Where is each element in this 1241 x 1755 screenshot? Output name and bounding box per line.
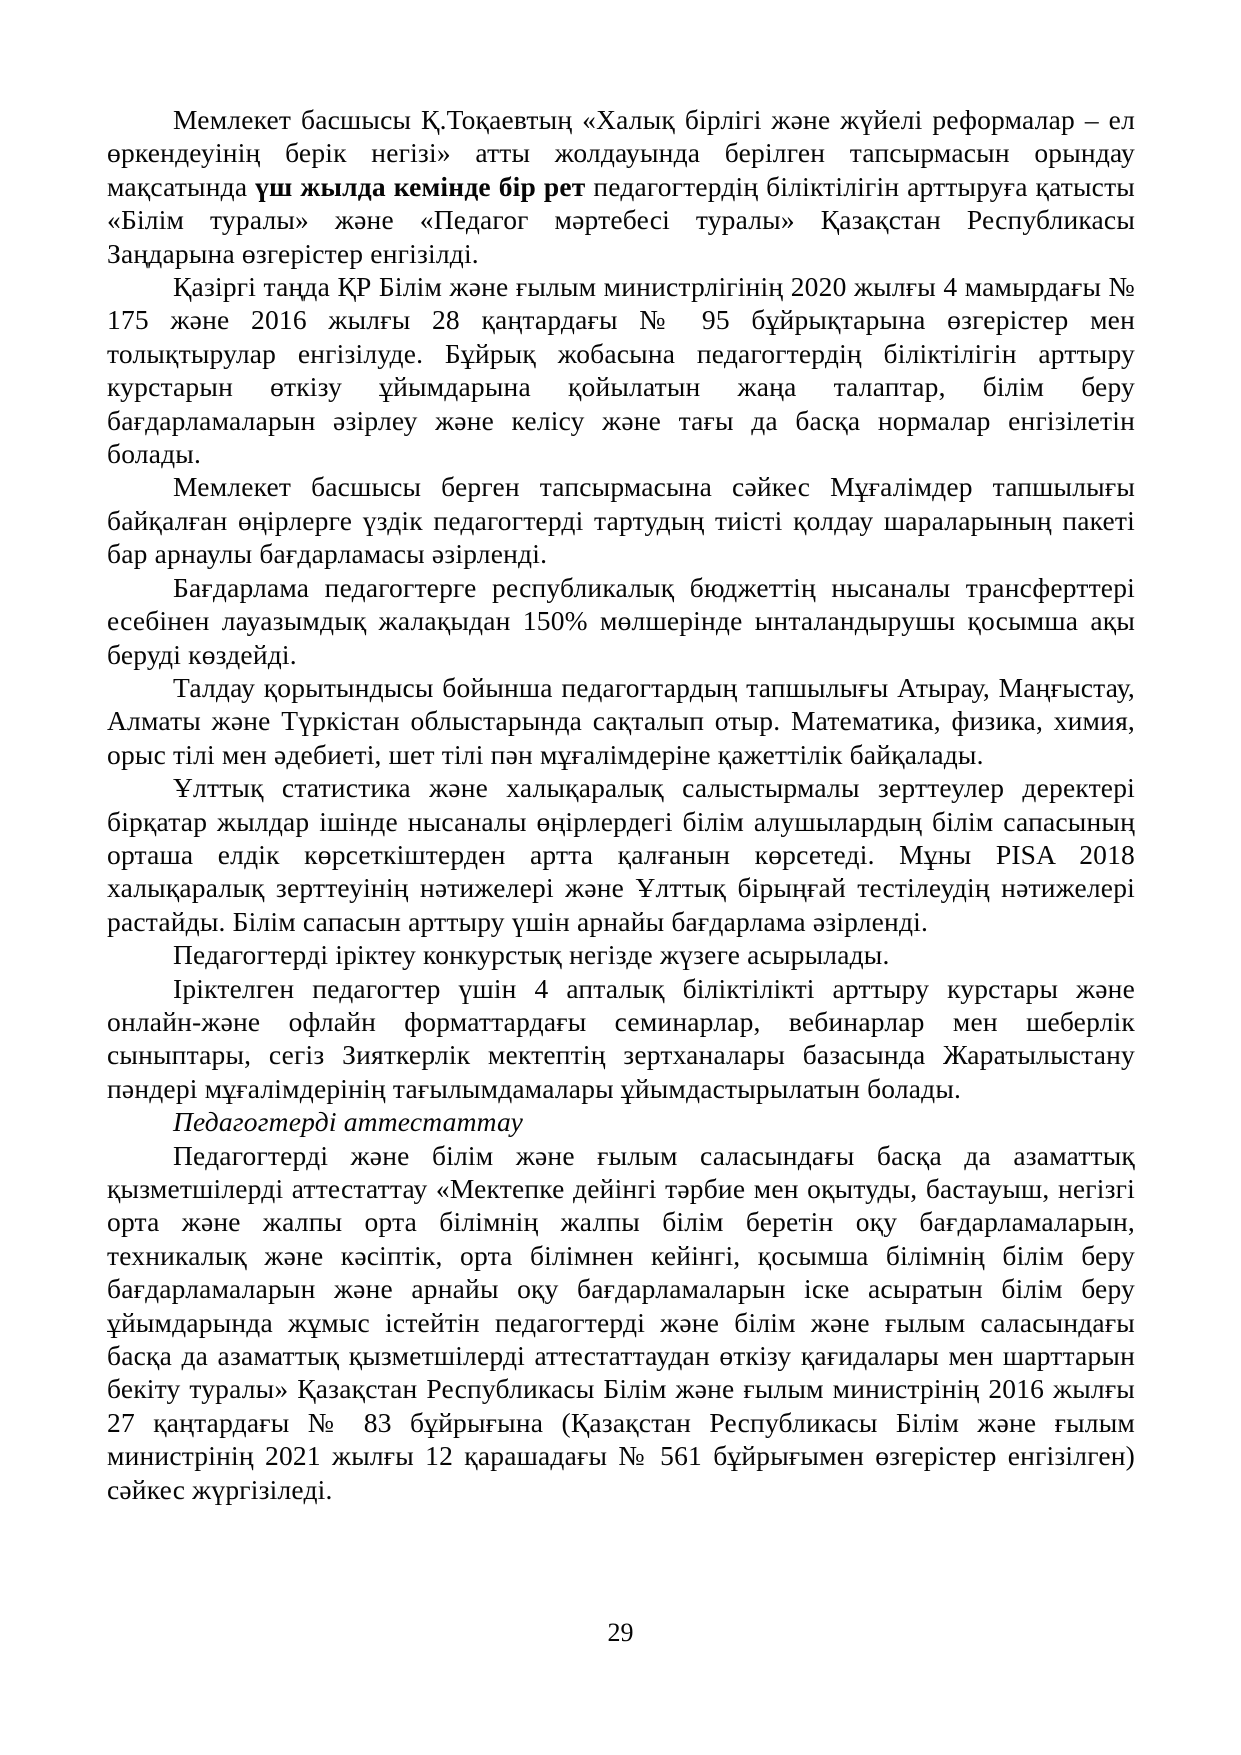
page-number: 29 bbox=[607, 1618, 634, 1647]
para-ministry-orders bbox=[107, 270, 1135, 470]
italic-text-run: Педагогтерді аттестаттау bbox=[173, 1106, 524, 1138]
text-run: Талдау қорытындысы бойынша педагогтардың тапшылығы Атырау, Маңғыстау, Алматы және Түркістан облыстарында сақталып отыр. Математика, физика, химия, орыс тілі мен әдебиеті, шет тілі пән мұғалімдеріне қажеттілік байқалады. bbox=[107, 671, 1135, 770]
text-run: Қазіргі таңда ҚР Білім және ғылым министрлігінің 2020 жылғы 4 мамырдағы № 175 және 2016 жылғы 28 қаңтардағы № 95 бұйрықтарына өзгерістер мен толықтырулар енгізілуде. Бұйрық жобасына педагогтердің біліктілігін арттыру курстарын өткізу ұйымдарына қойылатын жаңа талаптар, білім беру бағдарламаларын әзірлеу және келісу және тағы да басқа нормалар енгізілетін болады. bbox=[107, 271, 1135, 470]
para-state-head-address bbox=[107, 103, 1135, 270]
para-salary-bonus bbox=[107, 571, 1135, 671]
para-attestation-rules bbox=[107, 1139, 1135, 1506]
para-courses-seminars bbox=[107, 972, 1135, 1106]
text-run: педагогтердің біліктілігін арттыруға қатысты «Білім туралы» және «Педагог мәртебесі туралы» Қазақстан Республикасы Заңдарына өзгерістер енгізілді. bbox=[107, 170, 1135, 269]
para-shortage-regions bbox=[107, 671, 1135, 771]
text-run: Ұлттық статистика және халықаралық салыстырмалы зерттеулер деректері бірқатар жылдар ішінде нысаналы өңірлердегі білім алушылардың білім сапасының орташа елдік көрсеткіштерден артта қалғанын көрсетеді. Мұны PISA 2018 халықаралық зерттеуінің нәтижелері және Ұлттық бірыңғай тестілеудің нәтижелері растайды. Білім сапасын арттыру үшін арнайы бағдарлама әзірленді. bbox=[107, 772, 1135, 937]
text-run: Іріктелген педагогтер үшін 4 апталық біліктілікті арттыру курстары және онлайн-және офлайн форматтардағы семинарлар, вебинарлар мен шеберлік сыныптары, сегіз Зияткерлік мектептің зертханалары базасында Жаратылыстану пәндері мұғалімдерінің тағылымдамалары ұйымдастырылатын болады. bbox=[107, 972, 1135, 1104]
bold-text-run: үш жылда кемінде бір рет bbox=[255, 170, 586, 202]
para-heading-attestation bbox=[107, 1105, 1135, 1138]
text-run: Мемлекет басшысы берген тапсырмасына сәйкес Мұғалімдер тапшылығы байқалған өңірлерге үздік педагогтерді тартудың тиісті қолдау шараларының пакеті бар арнаулы бағдарламасы әзірленді. bbox=[107, 471, 1135, 570]
text-run: Педагогтерді және білім және ғылым саласындағы басқа да азаматтық қызметшілерді аттестаттау «Мектепке дейінгі тәрбие мен оқытуды, бастауыш, негізгі орта және жалпы орта білімнің жалпы білім беретін оқу бағдарламаларын, техникалық және кәсіптік, орта білімнен кейінгі, қосымша білімнің білім беру бағдарламаларын және арнайы оқу бағдарламаларын іске асыратын білім беру ұйымдарында жұмыс істейтін педагогтерді және білім және ғылым саласындағы басқа да азаматтық қызметшілерді аттестаттаудан өткізу қағидалары мен шарттарын бекіту туралы» Қазақстан Республикасы Білім және ғылым министрінің 2016 жылғы 27 қаңтардағы № 83 бұйрығына (Қазақстан Республикасы Білім және ғылым министрінің 2021 жылғы 12 қарашадағы № 561 бұйрығымен өзгерістер енгізілген) сәйкес жүргізіледі. bbox=[107, 1139, 1135, 1505]
para-competitive-selection bbox=[107, 938, 1135, 971]
para-pisa-statistics bbox=[107, 771, 1135, 938]
document-body bbox=[107, 103, 1135, 1506]
text-run: Бағдарлама педагогтерге республикалық бюджеттің нысаналы трансферттері есебінен лауазымдық жалақыдан 150% мөлшерінде ынталандырушы қосымша ақы беруді көздейді. bbox=[107, 571, 1135, 670]
text-run: Педагогтерді іріктеу конкурстық негізде жүзеге асырылады. bbox=[173, 939, 890, 971]
para-teacher-shortage-program bbox=[107, 470, 1135, 570]
text-run: Мемлекет басшысы Қ.Тоқаевтың «Халық бірлігі және жүйелі реформалар – ел өркендеуінің берік негізі» атты жолдауында берілген тапсырмасын орындау мақсатында bbox=[107, 104, 1135, 202]
